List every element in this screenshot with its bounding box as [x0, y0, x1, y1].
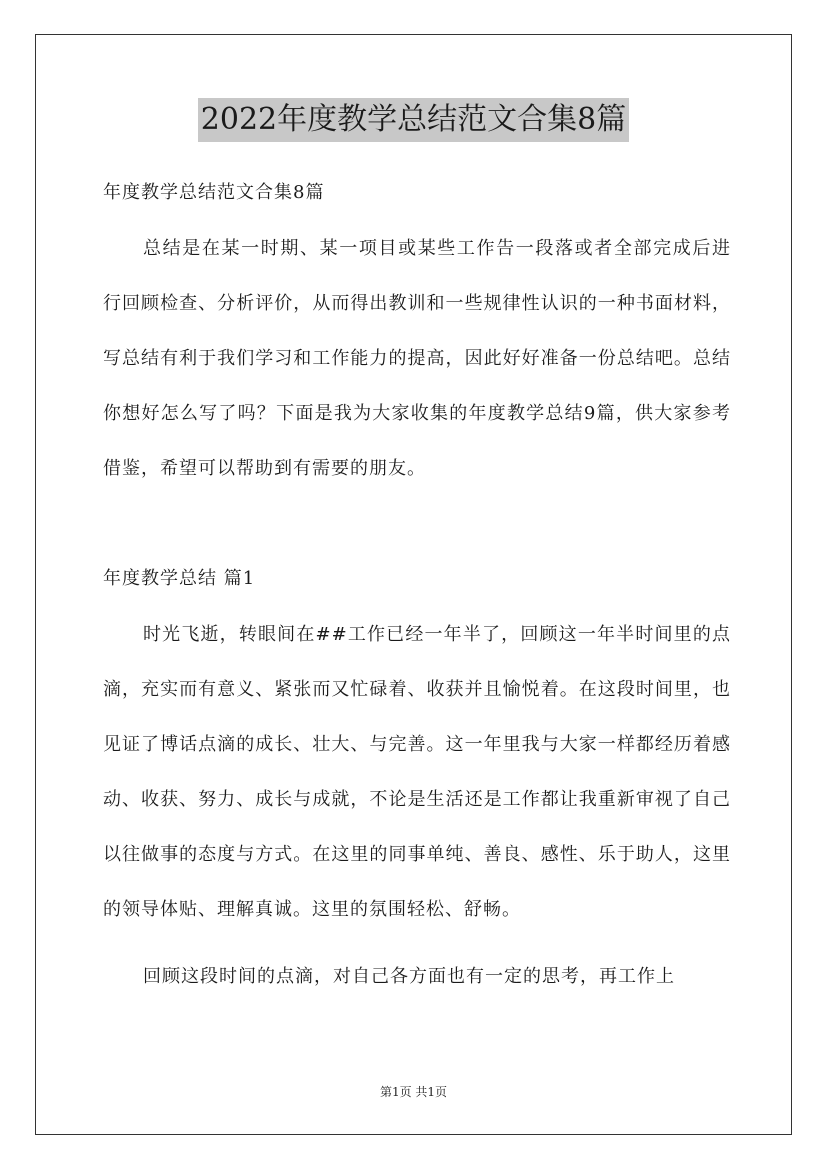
section-paragraph: 时光飞逝，转眼间在##工作已经一年半了，回顾这一年半时间里的点滴，充实而有意义、紧张而又忙碌着、收获并且愉悦着。在这段时间里，也见证了博话点滴的成长、壮大、与完善。这一年里我与大家一样都经历着感动、收获、努力、成长与成就，不论是生活还是工作都让我重新审视了自己以往做事的态度与方式。在这里的同事单纯、善良、感性、乐于助人，这里的领导体贴、理解真诚。这里的氛围轻松、舒畅。: [103, 624, 731, 920]
page-number: 第1页 共1页: [379, 1085, 448, 1099]
section-paragraph: 回顾这段时间的点滴，对自己各方面也有一定的思考，再工作上: [143, 966, 675, 987]
document-subtitle: 年度教学总结范文合集8篇: [103, 182, 325, 203]
document-title: 2022年度教学总结范文合集8篇: [198, 98, 629, 142]
intro-paragraph: 总结是在某一时期、某一项目或某些工作告一段落或者全部完成后进行回顾检查、分析评价，从而得出教训和一些规律性认识的一种书面材料，写总结有利于我们学习和工作能力的提高，因此好好准备一份总结吧。总结你想好怎么写了吗？下面是我为大家收集的年度教学总结9篇，供大家参考借鉴，希望可以帮助到有需要的朋友。: [103, 238, 731, 479]
document-body: [103, 170, 731, 1004]
section-heading: 年度教学总结 篇1: [103, 568, 256, 589]
title-container: [0, 98, 827, 142]
